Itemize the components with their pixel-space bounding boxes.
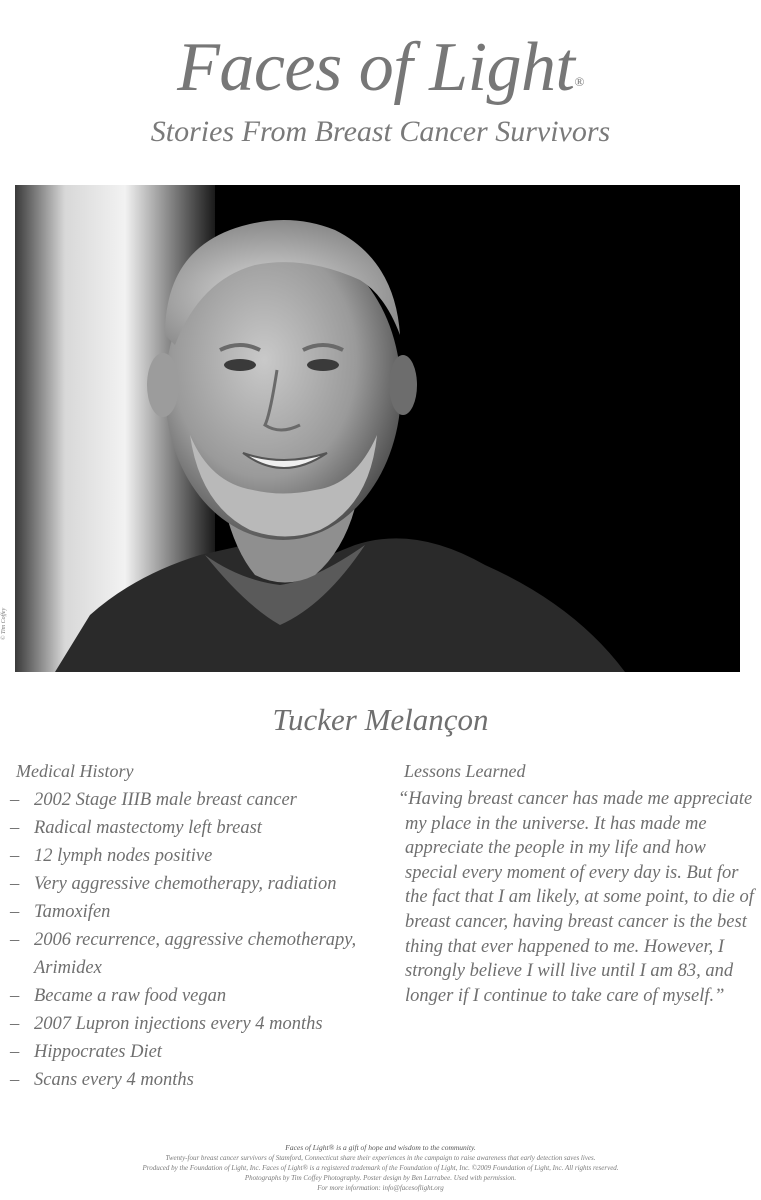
list-item (10, 870, 375, 898)
medical-history-heading: Medical History (16, 761, 134, 781)
list-item (10, 1066, 375, 1094)
footer-line: For more information: info@facesoflight.org (317, 1184, 444, 1192)
list-item-text: Scans every 4 months (34, 1070, 194, 1090)
dash-bullet: – (10, 930, 20, 950)
list-item (10, 898, 375, 926)
list-item-text: Tamoxifen (34, 902, 111, 922)
list-item (10, 926, 375, 954)
photo-credit: © Tim Coffey (1, 607, 7, 640)
list-item-text: Radical mastectomy left breast (34, 818, 262, 838)
medical-history-list (10, 786, 375, 1094)
poster-subtitle: Stories From Breast Cancer Survivors (150, 115, 611, 148)
dash-bullet: – (10, 1042, 20, 1062)
dash-bullet: – (10, 790, 20, 810)
dash-bullet: – (10, 1070, 20, 1090)
dash-bullet: – (10, 846, 20, 866)
dash-bullet: – (10, 986, 20, 1006)
list-item-text: 2002 Stage IIIB male breast cancer (34, 790, 297, 810)
lessons-learned-heading: Lessons Learned (404, 761, 526, 781)
footer (0, 1143, 761, 1193)
lessons-quote: “Having breast cancer has made me appreciate my place in the universe. It has made me appreciate the people in my life and how special every moment of every day is. But for the fact that I am likely, at some point, to die of breast cancer, having breast cancer is the best thing that ever happened to me. However, I strongly believe I will live until I am 83, and longer if I continue to take care of myself.” (398, 789, 754, 1006)
list-item-text: Became a raw food vegan (34, 986, 227, 1006)
list-item (10, 982, 375, 1010)
list-item (10, 786, 375, 814)
footer-line: Photographs by Tim Coffey Photography. Poster design by Ben Larrabee. Used with permission. (244, 1174, 517, 1182)
list-item-text: 2007 Lupron injections every 4 months (34, 1014, 323, 1034)
list-item (10, 1010, 375, 1038)
list-item (10, 814, 375, 842)
survivor-name: Tucker Melançon (272, 702, 489, 737)
dash-bullet: – (10, 874, 20, 894)
list-item (10, 1038, 375, 1066)
dash-bullet: – (10, 818, 20, 838)
footer-line: Faces of Light® is a gift of hope and wisdom to the community. (285, 1143, 476, 1152)
portrait-photo (15, 185, 740, 672)
poster-title (0, 28, 761, 108)
dash-bullet: – (10, 902, 20, 922)
poster-title-text: Faces of Light (177, 29, 575, 106)
list-item-text: 12 lymph nodes positive (34, 846, 213, 866)
list-item (10, 842, 375, 870)
list-item-text: Hippocrates Diet (34, 1042, 162, 1062)
list-item-continuation (10, 954, 375, 982)
dash-bullet: – (10, 1014, 20, 1034)
list-item-text: 2006 recurrence, aggressive chemotherapy, (34, 930, 357, 950)
list-item-text: Very aggressive chemotherapy, radiation (34, 874, 337, 894)
footer-line: Produced by the Foundation of Light, Inc. Faces of Light® is a registered trademark of the Foundation of Light, Inc. ©2009 Foundation of Light, Inc. All rights reserved. (142, 1164, 619, 1172)
registered-mark: ® (574, 74, 584, 89)
list-item-text: Arimidex (34, 958, 102, 978)
footer-line: Twenty-four breast cancer survivors of Stamford, Connecticut share their experiences in the campaign to raise awareness that early detection saves lives. (165, 1154, 596, 1162)
